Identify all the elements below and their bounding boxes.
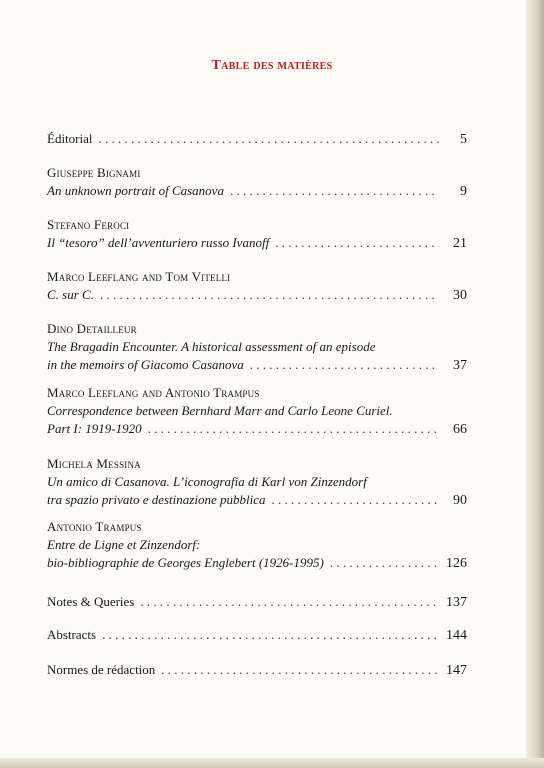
- toc-entry-notes-queries[interactable]: [47, 593, 467, 612]
- toc-line: [47, 402, 467, 420]
- page-number: 137: [446, 595, 467, 610]
- entry-title-cont: in the memoirs of Giacomo Casanova: [47, 357, 244, 372]
- entry-author: Stefano Feroci: [47, 217, 130, 232]
- dot-leader: [275, 234, 439, 252]
- dot-leader: [148, 420, 439, 438]
- toc-entry-trampus[interactable]: [47, 518, 467, 573]
- page-edge: [526, 0, 544, 768]
- toc-entry-feroci[interactable]: [47, 216, 467, 253]
- toc-entry-leeflang-trampus[interactable]: [47, 384, 467, 439]
- entry-author: Giuseppe Bignami: [47, 165, 141, 180]
- page-number: 66: [453, 422, 467, 437]
- dot-leader: [140, 593, 439, 611]
- dot-leader: [330, 554, 439, 572]
- entry-title: The Bragadin Encounter. A historical assessment of an episode: [47, 339, 376, 354]
- entry-title: Abstracts: [47, 627, 97, 642]
- dot-leader: [161, 661, 439, 679]
- entry-title-cont: tra spazio privato e destinazione pubblica: [47, 492, 266, 507]
- toc-line: [47, 420, 467, 439]
- toc-entry-leeflang-vitelli[interactable]: [47, 268, 467, 305]
- toc-line: [47, 234, 467, 253]
- entry-author: Dino Detailleur: [47, 321, 137, 336]
- toc-line: [47, 473, 467, 491]
- dot-leader: [230, 182, 439, 200]
- toc-line: [47, 338, 467, 356]
- page-number: 9: [460, 184, 467, 199]
- toc-entry-messina[interactable]: [47, 455, 467, 510]
- toc-line: [47, 182, 467, 201]
- entry-title: Éditorial: [47, 131, 93, 146]
- entry-author: Antonio Trampus: [47, 519, 142, 534]
- toc-entry-bignami[interactable]: [47, 164, 467, 201]
- page-number: 30: [453, 288, 467, 303]
- dot-leader: [102, 626, 439, 644]
- toc-line: [47, 626, 467, 645]
- entry-author: Michela Messina: [47, 456, 141, 471]
- toc-entry-detailleur[interactable]: [47, 320, 467, 375]
- toc-entry-abstracts[interactable]: [47, 626, 467, 645]
- entry-title: An unknown portrait of Casanova: [47, 183, 224, 198]
- entry-author: Marco Leeflang and Antonio Trampus: [47, 385, 260, 400]
- entry-title: Correspondence between Bernhard Marr and Carlo Leone Curiel.: [47, 403, 393, 418]
- page-number: 37: [453, 358, 467, 373]
- page-number: 126: [446, 556, 467, 571]
- toc-entry-normes[interactable]: [47, 661, 467, 680]
- toc-line: [47, 130, 467, 149]
- page-title: Table des matières: [211, 58, 333, 73]
- dot-leader: [100, 286, 439, 304]
- page-number: 21: [453, 236, 467, 251]
- toc-line: [47, 593, 467, 612]
- page-edge-bottom: [0, 758, 544, 768]
- toc-line: [47, 356, 467, 375]
- entry-title: Un amico di Casanova. L’iconografia di Karl von Zinzendorf: [47, 474, 367, 489]
- toc-line: [47, 491, 467, 510]
- dot-leader: [250, 356, 439, 374]
- toc-entry-editorial[interactable]: [47, 130, 467, 149]
- toc-line: [47, 286, 467, 305]
- entry-title-cont: Part I: 1919-1920: [47, 421, 142, 436]
- entry-title: Il “tesoro” dell’avventuriero russo Ivanoff: [47, 235, 270, 250]
- entry-title: Entre de Ligne et Zinzendorf:: [47, 537, 201, 552]
- page-number: 144: [446, 628, 467, 643]
- entry-title-cont: bio-bibliographie de Georges Englebert (1926-1995): [47, 555, 324, 570]
- page-number: 147: [446, 663, 467, 678]
- entry-title: C. sur C.: [47, 287, 94, 302]
- dot-leader: [99, 130, 440, 148]
- entry-title: Notes & Queries: [47, 594, 135, 609]
- dot-leader: [271, 491, 439, 509]
- toc-line: [47, 554, 467, 573]
- page-number: 90: [453, 493, 467, 508]
- toc-line: [47, 661, 467, 680]
- entry-title: Normes de rédaction: [47, 662, 156, 677]
- page-number: 5: [460, 132, 467, 147]
- entry-author: Marco Leeflang and Tom Vitelli: [47, 269, 231, 284]
- toc-line: [47, 536, 467, 554]
